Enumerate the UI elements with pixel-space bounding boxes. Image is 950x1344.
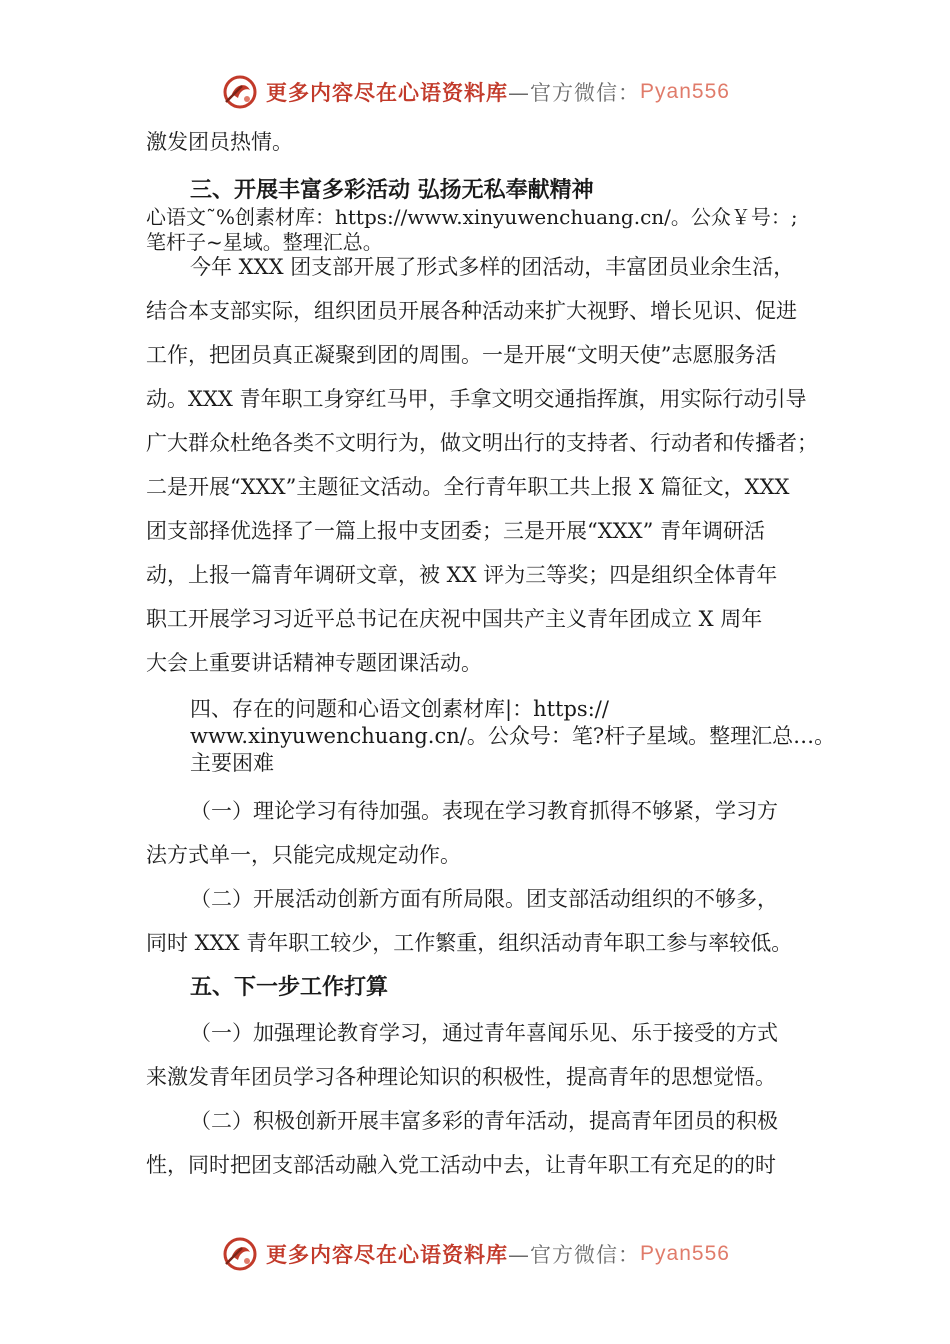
footer-banner [0, 1232, 950, 1276]
paragraph-line: 今年 XXX 团支部开展了形式多样的团活动，丰富团员业余生活， [190, 255, 795, 279]
paragraph-line: 二是开展“XXX”主题征文活动。全行青年职工共上报 X 篇征文，XXX [146, 475, 790, 499]
paragraph-line: 来激发青年团员学习各种理论知识的积极性，提高青年的思想觉悟。 [146, 1065, 776, 1089]
paragraph-line: （一）理论学习有待加强。表现在学习教育抓得不够紧，学习方 [190, 799, 778, 823]
header-banner-main: 更多内容尽在心语资料库 [266, 81, 509, 105]
paragraph-line: 性，同时把团支部活动融入党工活动中去，让青年职工有充足的的时 [146, 1153, 776, 1177]
paragraph-line: 动，上报一篇青年调研文章，被 XX 评为三等奖；四是组织全体青年 [146, 563, 778, 587]
paragraph-line: 结合本支部实际，组织团员开展各种活动来扩大视野、增长见识、促进 [146, 299, 797, 323]
paragraph-line: 工作，把团员真正凝聚到团的周围。一是开展“文明天使”志愿服务活 [146, 343, 777, 367]
paragraph-line: （一）加强理论教育学习，通过青年喜闻乐见、乐于接受的方式 [190, 1021, 778, 1045]
section4-heading: 四、存在的问题和心语文创素材库|：https:// [190, 697, 609, 721]
section3-heading: 三、开展丰富多彩活动 弘扬无私奉献精神 [190, 177, 594, 203]
section4-heading: www.xinyuwenchuang.cn/。公众号：笔?杆子星域。整理汇总…。 [190, 724, 836, 748]
section5-heading: 五、下一步工作打算 [190, 974, 389, 1000]
intro-line: 激发团员热情。 [146, 130, 293, 154]
paragraph-line: （二）积极创新开展丰富多彩的青年活动，提高青年团员的积极 [190, 1109, 778, 1133]
paragraph-line: 团支部择优选择了一篇上报中支团委；三是开展“XXX” 青年调研活 [146, 519, 765, 543]
footer-banner-id: Pyan556 [640, 1242, 730, 1265]
footer-banner-main: 更多内容尽在心语资料库 [266, 1243, 509, 1267]
header-banner-dash: —官方微信： [508, 81, 641, 105]
paragraph-line: 大会上重要讲话精神专题团课活动。 [146, 651, 482, 675]
section4-heading: 主要困难 [190, 751, 274, 775]
logo-icon [220, 1234, 260, 1274]
watermark-line: 笔杆子~星域。整理汇总。 [146, 230, 383, 254]
paragraph-line: 法方式单一，只能完成规定动作。 [146, 843, 461, 867]
header-banner [0, 70, 950, 114]
paragraph-line: 职工开展学习习近平总书记在庆祝中国共产主义青年团成立 X 周年 [146, 607, 763, 631]
watermark-line: 心语文˜%创素材库：https://www.xinyuwenchuang.cn/。公众￥号：; [146, 205, 798, 229]
header-banner-id: Pyan556 [640, 80, 730, 103]
paragraph-line: （二）开展活动创新方面有所局限。团支部活动组织的不够多， [190, 887, 778, 911]
footer-banner-dash: —官方微信： [508, 1243, 641, 1267]
paragraph-line: 同时 XXX 青年职工较少，工作繁重，组织活动青年职工参与率较低。 [146, 931, 793, 955]
logo-icon [220, 72, 260, 112]
paragraph-line: 动。XXX 青年职工身穿红马甲，手拿文明交通指挥旗，用实际行动引导 [146, 387, 807, 411]
paragraph-line: 广大群众杜绝各类不文明行为，做文明出行的支持者、行动者和传播者； [146, 431, 818, 455]
